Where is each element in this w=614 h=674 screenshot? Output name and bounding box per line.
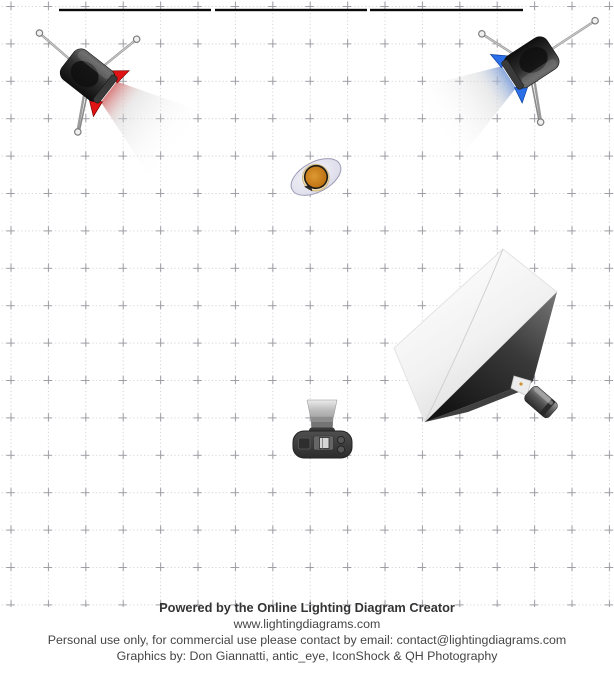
backdrop-segment-1[interactable] [59,9,211,11]
backdrop [59,9,523,11]
powered-by-text: Powered by the Online Lighting Diagram Creator [159,600,455,615]
camera-lens-ring-1 [311,417,334,422]
backdrop-segment-3[interactable] [370,9,523,11]
camera-lcd [299,438,311,449]
backdrop-segment-2[interactable] [215,9,367,11]
license-text: Personal use only, for commercial use please contact by email: contact@lightingdiagrams.com [47,633,567,647]
camera-lens-hood [307,400,337,417]
footer-credits [0,600,614,664]
camera-dial-bottom [337,446,344,453]
graphics-credits-text: Graphics by: Don Giannatti, antic_eye, IconShock & QH Photography [116,649,498,663]
softbox-speedring-dot [519,382,522,385]
camera-viewfinder [320,438,330,449]
camera-dial-top [337,436,344,443]
website-text: www.lightingdiagrams.com [233,617,381,631]
